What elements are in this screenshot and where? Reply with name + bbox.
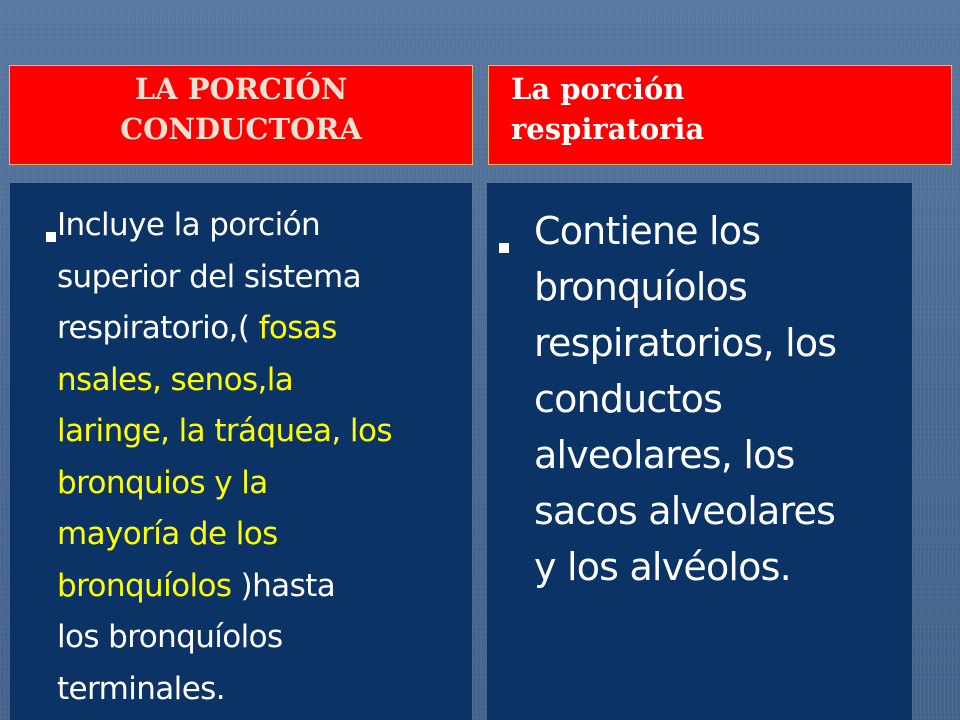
highlighted-text: nsales, senos,la	[57, 361, 294, 398]
text-line: respiratorios, los	[534, 321, 837, 365]
text-span: respiratorio,(	[57, 310, 259, 346]
text-line: conductos	[534, 377, 723, 421]
text-span: superior del sistema	[57, 258, 362, 295]
text-line	[57, 509, 468, 561]
header-line: La porción	[511, 72, 685, 106]
text-line	[57, 612, 468, 664]
text-line	[57, 303, 468, 355]
header-line: LA PORCIÓN	[134, 72, 348, 106]
text-span: Incluye la porción	[57, 207, 321, 243]
highlighted-text: bronquios y la	[57, 464, 268, 501]
text-line	[57, 406, 468, 458]
text-line	[57, 664, 468, 716]
text-line: Contiene los	[534, 209, 761, 253]
text-span: los bronquíolos	[57, 619, 283, 655]
square-bullet-icon	[499, 243, 509, 253]
highlighted-text: fosas	[258, 310, 337, 346]
text-span: terminales.	[57, 670, 225, 707]
conducting-portion-header	[9, 65, 473, 165]
conducting-portion-title	[10, 69, 472, 149]
text-line	[57, 355, 468, 407]
header-line: CONDUCTORA	[120, 112, 362, 146]
bullet-text	[534, 203, 909, 595]
text-line: sacos alveolares	[534, 489, 836, 533]
text-span: )hasta	[231, 567, 336, 604]
text-line	[57, 200, 468, 252]
text-line: bronquíolos	[534, 265, 748, 309]
text-line: y los alvéolos.	[534, 545, 791, 589]
respiratory-portion-title	[511, 69, 941, 149]
respiratory-portion-body	[487, 183, 912, 720]
highlighted-text: laringe, la tráquea, los	[57, 413, 392, 449]
text-line	[57, 458, 468, 510]
square-bullet-icon	[46, 232, 56, 242]
text-line	[57, 252, 468, 304]
bullet-text	[57, 200, 468, 715]
header-line: respiratoria	[511, 112, 705, 146]
respiratory-portion-header	[488, 65, 952, 165]
highlighted-text: bronquíolos	[57, 567, 232, 604]
text-line	[57, 561, 468, 613]
text-line: alveolares, los	[534, 433, 795, 477]
conducting-portion-body	[10, 183, 472, 720]
highlighted-text: mayoría de los	[57, 516, 278, 552]
